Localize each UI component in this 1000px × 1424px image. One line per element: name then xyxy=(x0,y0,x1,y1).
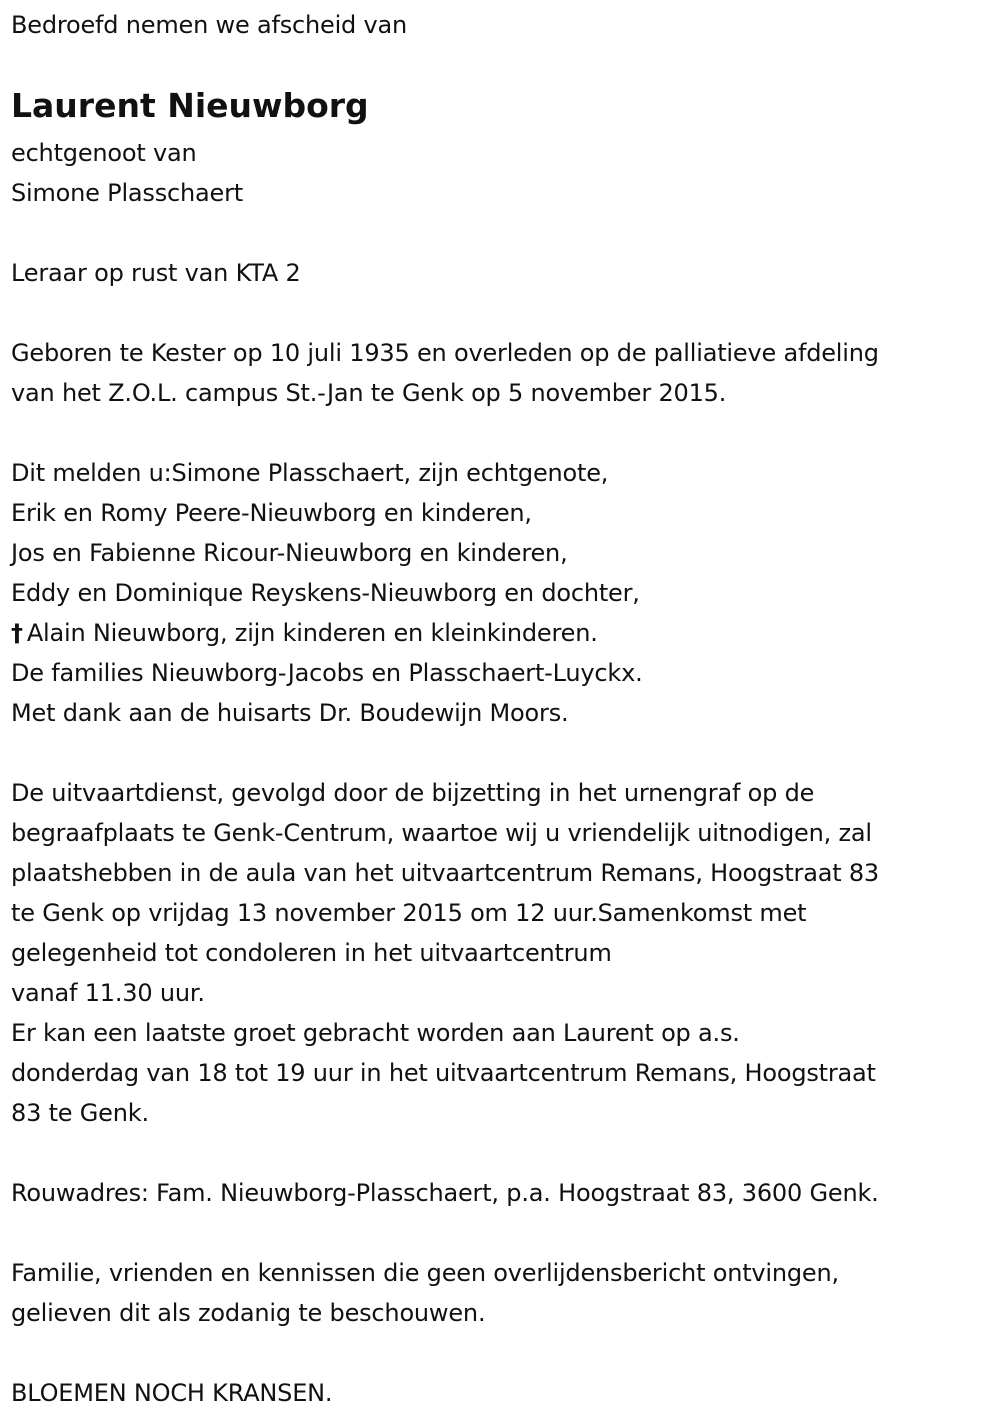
cross-icon: † xyxy=(11,619,23,647)
mourning-address: Rouwadres: Fam. Nieuwborg-Plasschaert, p.a. Hoogstraat 83, 3600 Genk. xyxy=(11,1179,879,1207)
announcer-line: Jos en Fabienne Ricour-Nieuwborg en kinderen, xyxy=(11,539,568,567)
funeral-line: 83 te Genk. xyxy=(11,1099,149,1127)
announcer-text: Alain Nieuwborg, zijn kinderen en kleinkinderen. xyxy=(26,619,598,647)
intro-text: Bedroefd nemen we afscheid van xyxy=(11,11,408,39)
notice-line: Familie, vrienden en kennissen die geen overlijdensbericht ontvingen, xyxy=(11,1259,839,1287)
announcer-line: Erik en Romy Peere-Nieuwborg en kinderen, xyxy=(11,499,532,527)
announcer-line: De families Nieuwborg-Jacobs en Plasschaert-Luyckx. xyxy=(11,659,643,687)
birth-death-line: Geboren te Kester op 10 juli 1935 en overleden op de palliatieve afdeling xyxy=(11,339,879,367)
spouse-name: Simone Plasschaert xyxy=(11,179,243,207)
announcer-line: Dit melden u:Simone Plasschaert, zijn echtgenote, xyxy=(11,459,609,487)
spouse-label: echtgenoot van xyxy=(11,139,197,167)
notice-line: gelieven dit als zodanig te beschouwen. xyxy=(11,1299,486,1327)
profession: Leraar op rust van KTA 2 xyxy=(11,259,301,287)
funeral-line: plaatshebben in de aula van het uitvaartcentrum Remans, Hoogstraat 83 xyxy=(11,859,880,887)
birth-death-line: van het Z.O.L. campus St.-Jan te Genk op 5 november 2015. xyxy=(11,379,727,407)
funeral-line: donderdag van 18 tot 19 uur in het uitvaartcentrum Remans, Hoogstraat xyxy=(11,1059,876,1087)
closing-text: BLOEMEN NOCH KRANSEN. xyxy=(11,1379,333,1407)
announcer-line: Eddy en Dominique Reyskens-Nieuwborg en dochter, xyxy=(11,579,640,607)
deceased-name: Laurent Nieuwborg xyxy=(11,86,369,125)
announcer-line: Met dank aan de huisarts Dr. Boudewijn Moors. xyxy=(11,699,569,727)
announcer-line-deceased xyxy=(11,613,598,653)
funeral-line: De uitvaartdienst, gevolgd door de bijzetting in het urnengraf op de xyxy=(11,779,815,807)
funeral-line: begraafplaats te Genk-Centrum, waartoe wij u vriendelijk uitnodigen, zal xyxy=(11,819,872,847)
funeral-line: Er kan een laatste groet gebracht worden aan Laurent op a.s. xyxy=(11,1019,740,1047)
funeral-line: gelegenheid tot condoleren in het uitvaartcentrum xyxy=(11,939,612,967)
funeral-line: vanaf 11.30 uur. xyxy=(11,979,205,1007)
funeral-line: te Genk op vrijdag 13 november 2015 om 12 uur.Samenkomst met xyxy=(11,899,807,927)
